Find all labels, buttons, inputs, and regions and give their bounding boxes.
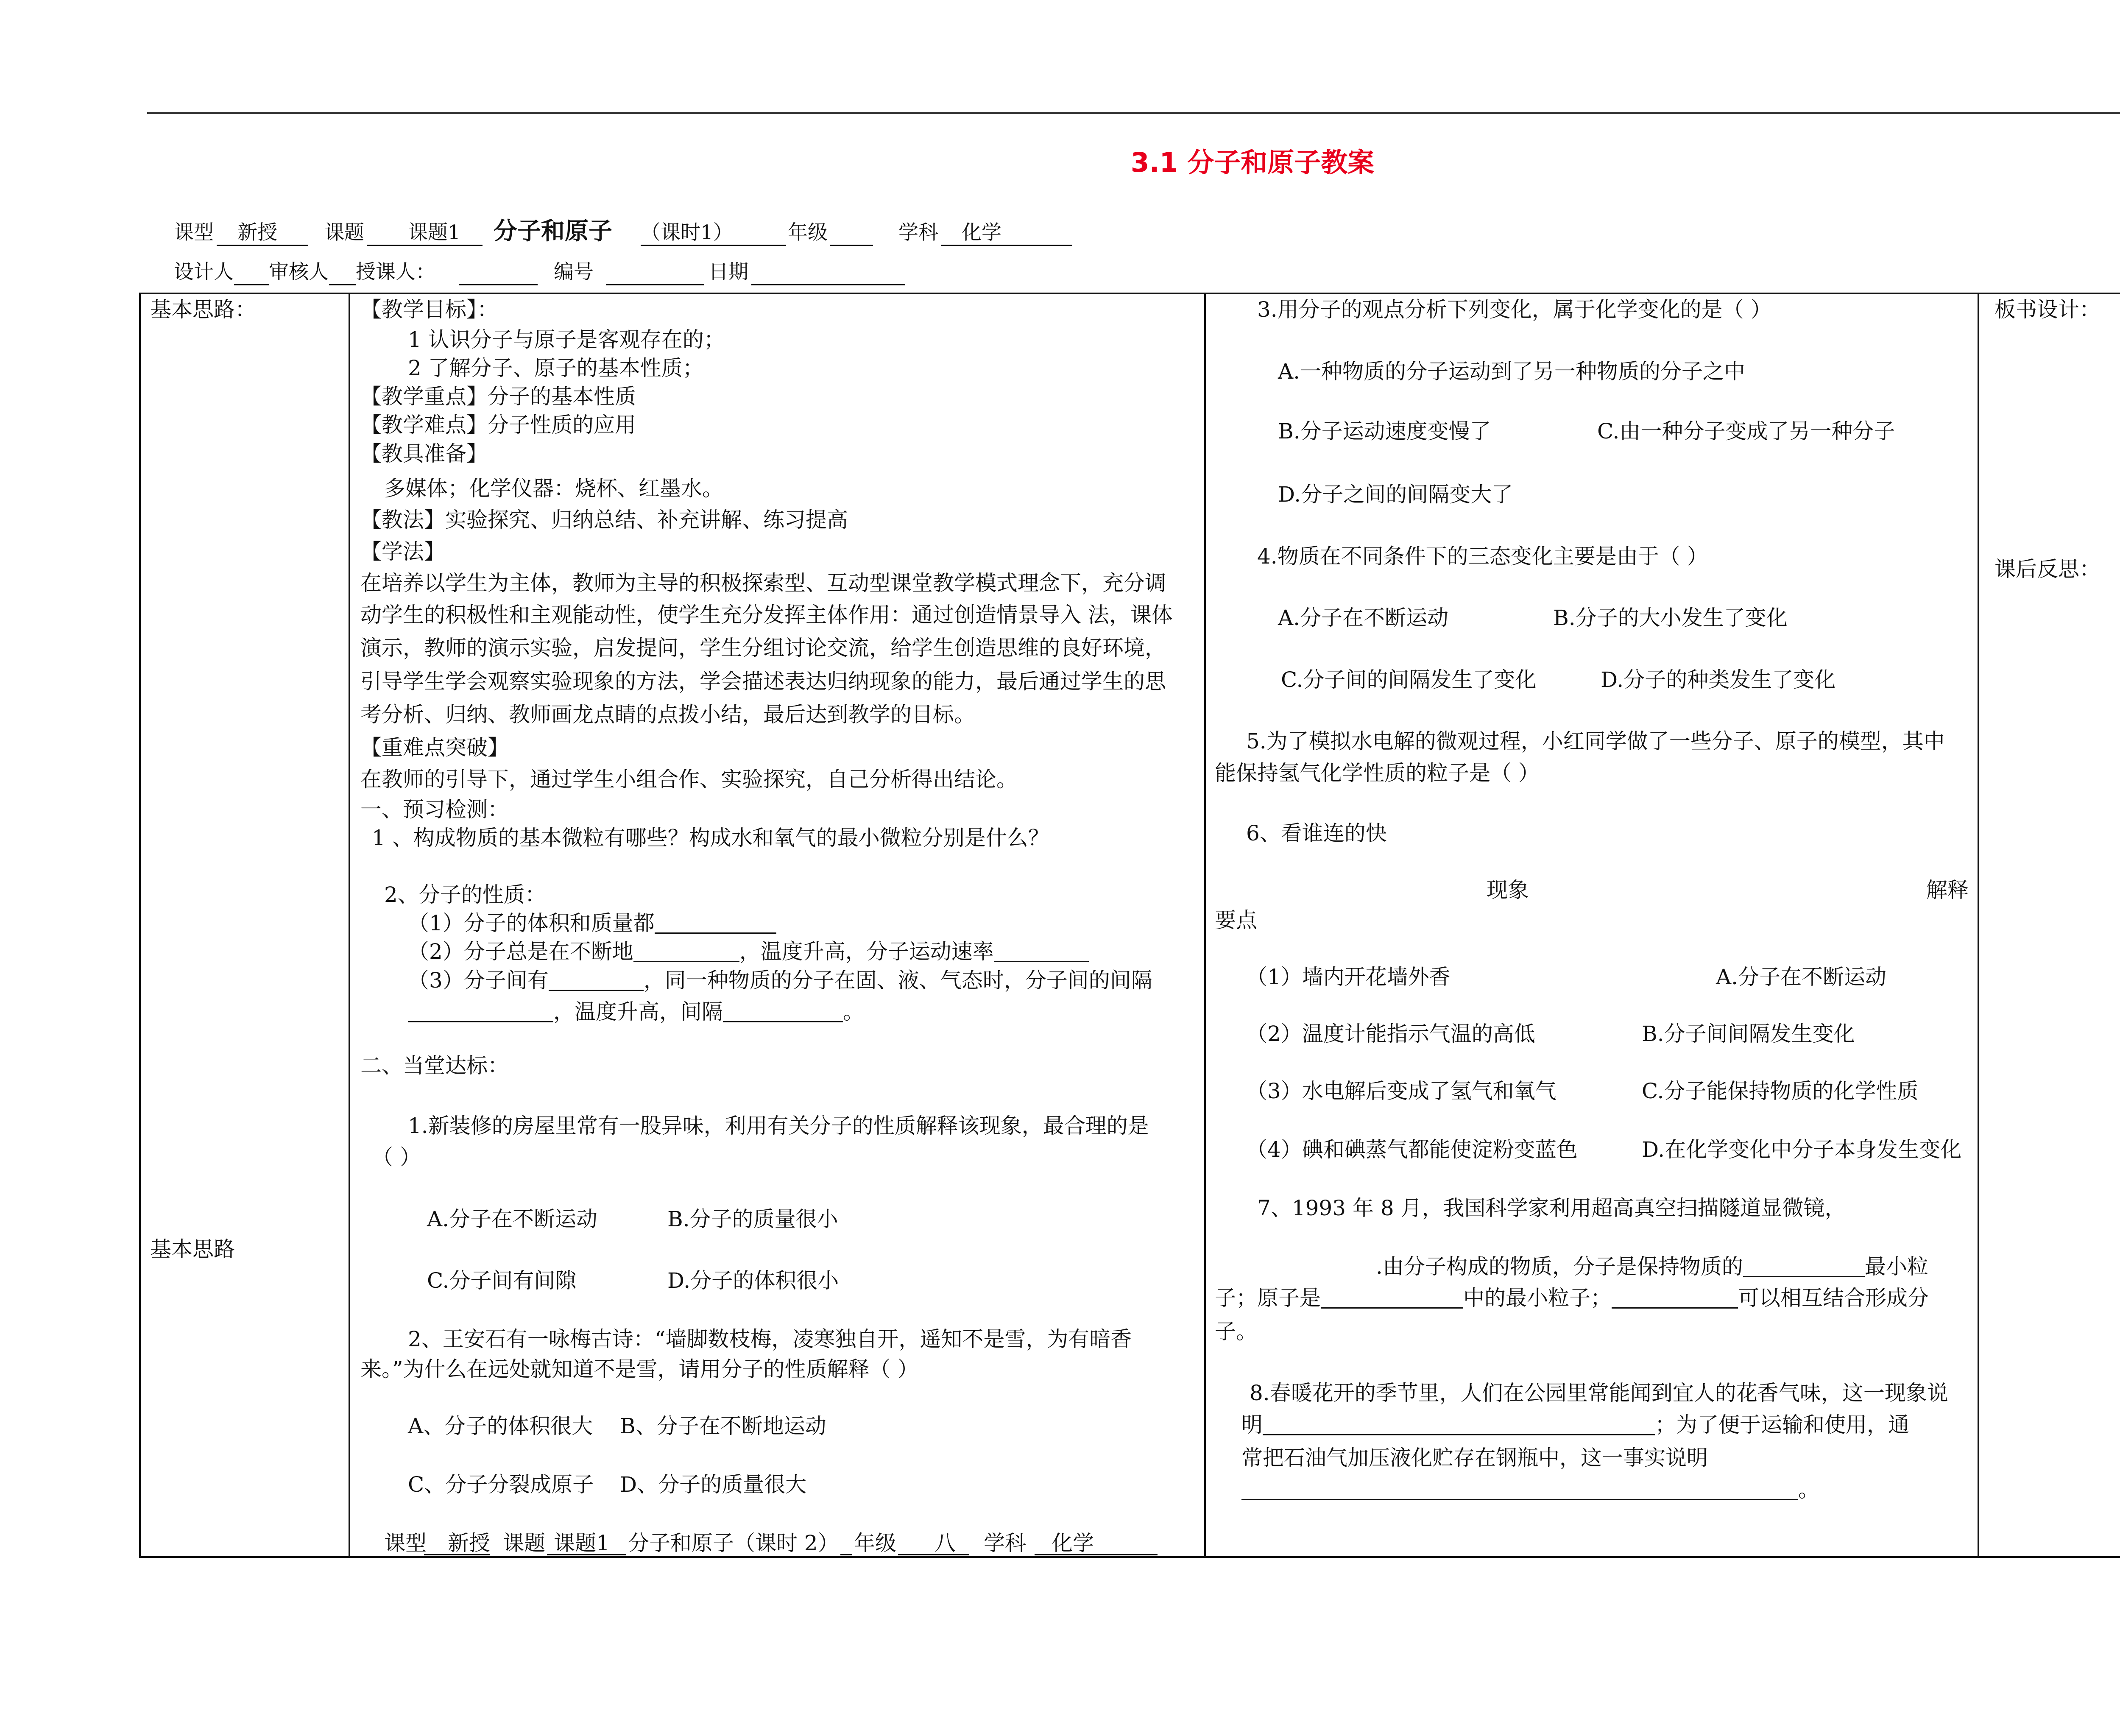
fill-in-line xyxy=(1241,1477,1819,1502)
footer-topic-name: 分子和原子（课时 2） xyxy=(628,1531,839,1555)
option-b: B、分子在不断地运动 xyxy=(620,1414,826,1438)
designer-blank xyxy=(234,260,269,285)
section-heading-preview: 一、预习检测： xyxy=(360,797,509,822)
paragraph-line: 演示，教师的演示实验，启发提问，学生分组讨论交流，给学生创造思维的良好环境， xyxy=(360,636,1166,660)
fill-in-text: ，温度升高，间隔 xyxy=(553,999,723,1024)
option-d: D.分子的体积很小 xyxy=(667,1268,839,1293)
option-d: D、分子的质量很大 xyxy=(620,1472,807,1497)
number-label: 编号 xyxy=(554,260,594,284)
paragraph-line: 动学生的积极性和主观能动性，使学生充分发挥主体作用：通过创造情景导入 法，课体 xyxy=(360,603,1173,627)
fill-in-text: 子；原子是 xyxy=(1215,1286,1321,1310)
answer-bracket: （ ） xyxy=(372,1145,421,1169)
question-line: 5.为了模拟水电解的微观过程，小红同学做了一些分子、原子的模型，其中 xyxy=(1246,729,1945,754)
footer-grade-label: 年级 xyxy=(854,1531,896,1555)
option-c: C.分子间的间隔发生了变化 xyxy=(1281,667,1537,692)
footer-subject-label: 学科 xyxy=(984,1531,1026,1555)
reflection-label: 课后反思： xyxy=(1994,557,2100,581)
option-a: A.分子在不断运动 xyxy=(1278,606,1449,630)
matching-explanation: C.分子能保持物质的化学性质 xyxy=(1642,1079,1919,1103)
question-line: 能保持氢气化学性质的粒子是（ ） xyxy=(1215,761,1540,785)
matching-explanation: D.在化学变化中分子本身发生变化 xyxy=(1642,1137,1962,1162)
option-a: A.分子在不断运动 xyxy=(427,1207,598,1231)
option-b: B.分子运动速度变慢了 xyxy=(1278,419,1491,444)
objective-item: 1 认识分子与原子是客观存在的； xyxy=(408,327,725,352)
fill-in-blank xyxy=(1321,1285,1463,1309)
topic-label: 课题 xyxy=(324,221,364,244)
breakthrough-heading: 【重难点突破】 xyxy=(360,735,509,760)
type-label: 课型 xyxy=(174,221,214,244)
fill-in-text: （3）分子间有 xyxy=(408,968,549,993)
subject-value: 化学 xyxy=(941,221,1072,246)
footer-type-label: 课型 xyxy=(384,1531,427,1555)
fill-in-line xyxy=(408,910,776,936)
subject-label: 学科 xyxy=(898,221,938,244)
footer-subject-value: 化学 xyxy=(1035,1530,1158,1555)
fill-in-line xyxy=(408,999,864,1024)
fill-in-line xyxy=(408,939,1089,964)
teacher-label: 授课人： xyxy=(356,260,435,284)
footer-topic-number: 课题1 xyxy=(547,1530,626,1555)
question-line: 7、1993 年 8 月，我国科学家利用超高真空扫描隧道显微镜， xyxy=(1257,1196,1846,1220)
question-line: 2、分子的性质： xyxy=(384,882,546,907)
number-blank xyxy=(606,260,704,285)
type-value: 新授 xyxy=(217,221,308,246)
question-line: 4.物质在不同条件下的三态变化主要是由于（ ） xyxy=(1257,544,1708,569)
fill-in-blank xyxy=(994,939,1089,962)
matching-explanation: A.分子在不断运动 xyxy=(1716,965,1887,989)
matching-phenomenon: （1）墙内开花墙外香 xyxy=(1246,965,1451,989)
objectives-heading: 【教学目标】： xyxy=(360,297,498,322)
fill-in-text: 。 xyxy=(843,999,864,1024)
key-point: 【教学重点】分子的基本性质 xyxy=(360,384,636,409)
matching-phenomenon: （3）水电解后变成了氢气和氧气 xyxy=(1246,1079,1557,1103)
materials-heading: 【教具准备】 xyxy=(360,441,488,466)
objective-item: 2 了解分子、原子的基本性质； xyxy=(408,356,704,380)
option-c: C、分子分裂成原子 xyxy=(408,1472,594,1497)
fill-in-text: .由分子构成的物质，分子是保持物质的 xyxy=(1376,1254,1743,1279)
matching-phenomenon: （4）碘和碘蒸气都能使淀粉变蓝色 xyxy=(1246,1137,1578,1162)
fill-in-text: 明 xyxy=(1241,1412,1263,1437)
basic-idea-heading: 基本思路： xyxy=(150,297,256,322)
paragraph-line: 考分析、归纳、教师画龙点睛的点拨小结，最后达到教学的目标。 xyxy=(360,702,975,727)
paragraph-line: 在教师的引导下，通过学生小组合作、实验探究，自己分析得出结论。 xyxy=(360,767,1018,792)
topic-number: 课题1 xyxy=(367,221,483,246)
footer-type-value: 新授 xyxy=(424,1530,490,1555)
question-line: 2、王安石有一咏梅古诗：“墙脚数枝梅，凌寒独自开，遥知不是雪，为有暗香 xyxy=(408,1327,1132,1351)
paragraph-line: 引导学生学会观察实验现象的方法，学会描述表达归纳现象的能力，最后通过学生的思 xyxy=(360,669,1166,694)
option-a: A.一种物质的分子运动到了另一种物质的分子之中 xyxy=(1278,359,1746,384)
question-line: 6、看谁连的快 xyxy=(1246,821,1387,846)
page-title: 3.1 分子和原子教案 xyxy=(1130,147,1375,178)
period-value: （课时1） xyxy=(641,221,786,246)
fill-in-blank xyxy=(408,999,553,1022)
fill-in-text: 最小粒 xyxy=(1864,1254,1928,1279)
grade-label: 年级 xyxy=(788,221,828,244)
fill-in-blank xyxy=(549,968,644,991)
option-c: C.由一种分子变成了另一种分子 xyxy=(1597,419,1895,444)
board-design-label: 板书设计： xyxy=(1994,297,2100,322)
table-divider-3 xyxy=(1978,293,1979,1558)
fill-in-blank xyxy=(1743,1254,1865,1277)
date-label: 日期 xyxy=(709,260,748,284)
grade-blank xyxy=(830,221,873,246)
question-line: 常把石油气加压液化贮存在钢瓶中，这一事实说明 xyxy=(1241,1446,1708,1470)
fill-in-text: ，温度升高，分子运动速率 xyxy=(739,939,994,964)
fill-in-line xyxy=(1376,1254,1928,1279)
matching-header-phenomenon: 现象 xyxy=(1487,878,1529,902)
fill-in-text: ，同一种物质的分子在固、液、气态时，分子间的间隔 xyxy=(643,968,1152,993)
option-b: B.分子的大小发生了变化 xyxy=(1553,606,1788,630)
fill-in-line xyxy=(1215,1285,1929,1311)
fill-in-blank xyxy=(633,939,739,962)
teacher-blank xyxy=(459,260,538,285)
fill-in-line xyxy=(1241,1412,1909,1437)
reviewer-label: 审核人 xyxy=(269,260,329,284)
question-line: 1.新装修的房屋里常有一股异味，利用有关分子的性质解释该现象，最合理的是 xyxy=(408,1114,1149,1138)
option-d: D.分子之间的间隔变大了 xyxy=(1278,482,1513,507)
matching-phenomenon: （2）温度计能指示气温的高低 xyxy=(1246,1022,1535,1046)
matching-explanation: B.分子间间隔发生变化 xyxy=(1642,1022,1855,1046)
difficult-point: 【教学难点】分子性质的应用 xyxy=(360,413,636,437)
topic-name: 分子和原子 xyxy=(494,218,612,245)
fill-in-blank xyxy=(1263,1412,1655,1435)
fill-in-text: （1）分子的体积和质量都 xyxy=(408,911,655,935)
fill-in-text: ；为了便于运输和使用，通 xyxy=(1655,1412,1909,1437)
teaching-method: 【教法】实验探究、归纳总结、补充讲解、练习提高 xyxy=(360,508,848,532)
fill-in-blank xyxy=(655,910,776,934)
table-divider-1 xyxy=(349,293,350,1558)
section-heading-practice: 二、当堂达标： xyxy=(360,1053,509,1078)
fill-in-blank xyxy=(723,999,843,1022)
fill-in-text: 。 xyxy=(1798,1477,1819,1502)
question-line: 8.春暖花开的季节里，人们在公园里常能闻到宜人的花香气味，这一现象说 xyxy=(1250,1381,1948,1405)
materials-text: 多媒体；化学仪器：烧杯、红墨水。 xyxy=(384,476,723,501)
question-line: 1 、构成物质的基本微粒有哪些？构成水和氧气的最小微粒分别是什么？ xyxy=(372,826,1049,850)
question-line: 子。 xyxy=(1215,1319,1257,1344)
fill-in-text: 可以相互结合形成分 xyxy=(1738,1286,1929,1310)
footer-blank xyxy=(840,1530,852,1555)
top-rule xyxy=(147,112,2120,114)
fill-in-line xyxy=(408,968,1152,993)
footer-grade-value: 八 xyxy=(898,1530,969,1555)
date-blank xyxy=(751,260,905,285)
designer-label: 设计人 xyxy=(174,260,234,284)
footer-topic-label: 课题 xyxy=(503,1531,545,1555)
matching-header-explanation: 解释 xyxy=(1926,878,1969,902)
option-d: D.分子的种类发生了变化 xyxy=(1601,667,1836,692)
question-line: 3.用分子的观点分析下列变化，属于化学变化的是（ ） xyxy=(1257,297,1772,322)
basic-idea-label: 基本思路 xyxy=(150,1237,235,1262)
option-c: C.分子间有间隙 xyxy=(427,1268,577,1293)
reviewer-blank xyxy=(329,260,356,285)
fill-in-text: （2）分子总是在不断地 xyxy=(408,939,633,964)
option-b: B.分子的质量很小 xyxy=(667,1207,838,1231)
table-divider-2 xyxy=(1204,293,1206,1558)
fill-in-blank xyxy=(1612,1285,1738,1309)
question-line: 来。”为什么在远处就知道不是雪，请用分子的性质解释（ ） xyxy=(360,1357,919,1382)
matching-header-points: 要点 xyxy=(1215,908,1257,932)
paragraph-line: 在培养以学生为主体，教师为主导的积极探索型、互动型课堂教学模式理念下，充分调 xyxy=(360,571,1166,595)
fill-in-blank xyxy=(1241,1477,1798,1500)
fill-in-text: 中的最小粒子； xyxy=(1463,1286,1612,1310)
learning-method-heading: 【学法】 xyxy=(360,539,445,564)
option-a: A、分子的体积很大 xyxy=(408,1414,593,1438)
